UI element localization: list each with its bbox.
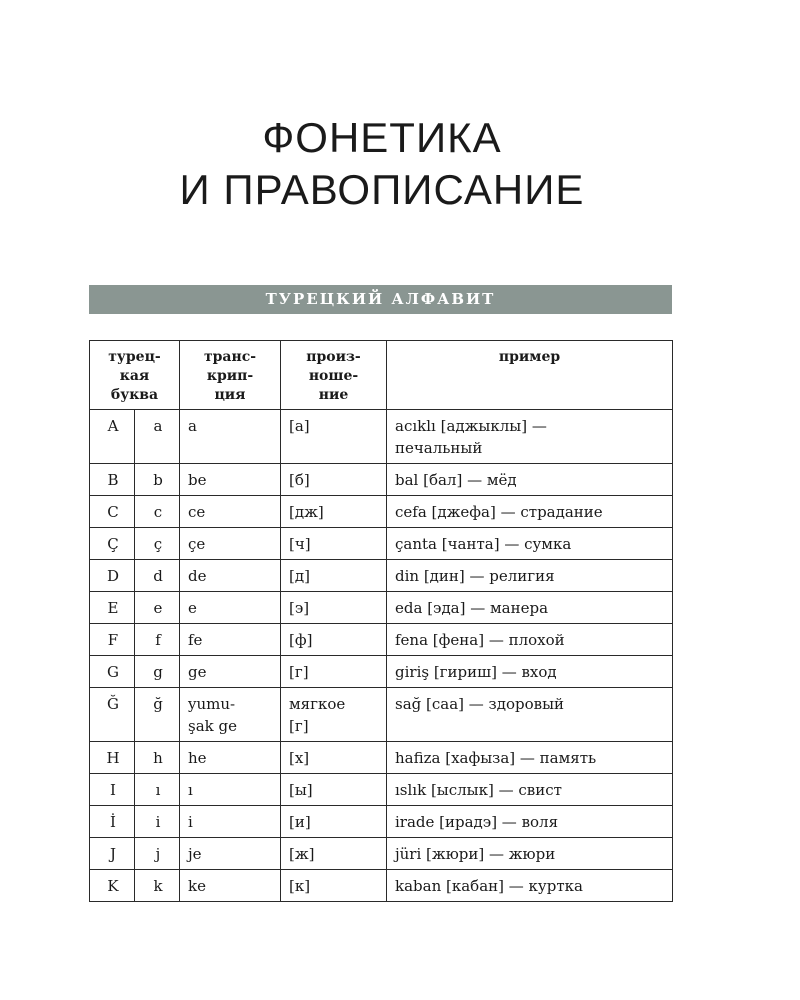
table-row <box>90 774 673 806</box>
letter-uppercase: B <box>90 464 135 496</box>
letter-uppercase: K <box>90 870 135 902</box>
table-row <box>90 806 673 838</box>
table-row <box>90 656 673 688</box>
pronunciation-cell: [б] <box>281 464 387 496</box>
pronunciation-cell: [ч] <box>281 528 387 560</box>
example-cell: bal [бал] — мёд <box>387 464 673 496</box>
transcription-cell: be <box>180 464 281 496</box>
header-letter: турец- кая буква <box>90 341 180 410</box>
letter-uppercase: F <box>90 624 135 656</box>
letter-uppercase: Ç <box>90 528 135 560</box>
letter-lowercase: k <box>135 870 180 902</box>
pronunciation-cell: [ф] <box>281 624 387 656</box>
table-header-row <box>90 341 673 410</box>
pronunciation-cell: [г] <box>281 656 387 688</box>
letter-uppercase: Ğ <box>90 688 135 742</box>
letter-lowercase: i <box>135 806 180 838</box>
table-row <box>90 464 673 496</box>
letter-lowercase: h <box>135 742 180 774</box>
letter-uppercase: İ <box>90 806 135 838</box>
table-body <box>90 410 673 902</box>
pronunciation-cell: мягкое [г] <box>281 688 387 742</box>
example-cell: sağ [саа] — здоровый <box>387 688 673 742</box>
letter-lowercase: ç <box>135 528 180 560</box>
transcription-cell: e <box>180 592 281 624</box>
alphabet-table <box>89 340 673 902</box>
chapter-title-line-2: И ПРАВОПИСАНИЕ <box>179 166 585 213</box>
example-cell: kaban [кабан] — куртка <box>387 870 673 902</box>
chapter-title <box>0 112 764 216</box>
letter-lowercase: d <box>135 560 180 592</box>
header-transcription: транс- крип- ция <box>180 341 281 410</box>
pronunciation-cell: [ж] <box>281 838 387 870</box>
letter-uppercase: E <box>90 592 135 624</box>
transcription-cell: ge <box>180 656 281 688</box>
example-cell: eda [эда] — манера <box>387 592 673 624</box>
pronunciation-cell: [а] <box>281 410 387 464</box>
section-banner: ТУРЕЦКИЙ АЛФАВИТ <box>89 285 672 314</box>
table-row <box>90 528 673 560</box>
letter-lowercase: j <box>135 838 180 870</box>
example-cell: fena [фена] — плохой <box>387 624 673 656</box>
pronunciation-cell: [и] <box>281 806 387 838</box>
letter-lowercase: c <box>135 496 180 528</box>
chapter-title-line-1: ФОНЕТИКА <box>262 114 502 161</box>
table-row <box>90 592 673 624</box>
letter-lowercase: a <box>135 410 180 464</box>
letter-uppercase: A <box>90 410 135 464</box>
table-row <box>90 496 673 528</box>
transcription-cell: ke <box>180 870 281 902</box>
transcription-cell: yumu- şak ge <box>180 688 281 742</box>
transcription-cell: i <box>180 806 281 838</box>
example-cell: irade [ирадэ] — воля <box>387 806 673 838</box>
example-cell: giriş [гириш] — вход <box>387 656 673 688</box>
transcription-cell: fe <box>180 624 281 656</box>
letter-uppercase: D <box>90 560 135 592</box>
letter-uppercase: C <box>90 496 135 528</box>
pronunciation-cell: [х] <box>281 742 387 774</box>
letter-lowercase: ğ <box>135 688 180 742</box>
transcription-cell: ı <box>180 774 281 806</box>
letter-uppercase: J <box>90 838 135 870</box>
letter-lowercase: b <box>135 464 180 496</box>
letter-lowercase: g <box>135 656 180 688</box>
example-cell: din [дин] — религия <box>387 560 673 592</box>
example-cell: çanta [чанта] — сумка <box>387 528 673 560</box>
pronunciation-cell: [дж] <box>281 496 387 528</box>
table-row <box>90 870 673 902</box>
letter-uppercase: G <box>90 656 135 688</box>
table-row <box>90 742 673 774</box>
transcription-cell: a <box>180 410 281 464</box>
letter-lowercase: ı <box>135 774 180 806</box>
example-cell: ıslık [ыслык] — свист <box>387 774 673 806</box>
transcription-cell: he <box>180 742 281 774</box>
header-pronunciation: произ- ноше- ние <box>281 341 387 410</box>
pronunciation-cell: [э] <box>281 592 387 624</box>
example-cell: cefa [джефа] — страдание <box>387 496 673 528</box>
transcription-cell: je <box>180 838 281 870</box>
pronunciation-cell: [ы] <box>281 774 387 806</box>
table-row <box>90 624 673 656</box>
letter-lowercase: f <box>135 624 180 656</box>
letter-uppercase: H <box>90 742 135 774</box>
table-row <box>90 410 673 464</box>
table-row <box>90 838 673 870</box>
letter-lowercase: e <box>135 592 180 624</box>
example-cell: acıklı [аджыклы] — печальный <box>387 410 673 464</box>
table-row <box>90 688 673 742</box>
header-example: пример <box>387 341 673 410</box>
example-cell: jüri [жюри] — жюри <box>387 838 673 870</box>
transcription-cell: çe <box>180 528 281 560</box>
pronunciation-cell: [к] <box>281 870 387 902</box>
letter-uppercase: I <box>90 774 135 806</box>
transcription-cell: ce <box>180 496 281 528</box>
example-cell: hafiza [хафыза] — память <box>387 742 673 774</box>
table-row <box>90 560 673 592</box>
pronunciation-cell: [д] <box>281 560 387 592</box>
transcription-cell: de <box>180 560 281 592</box>
